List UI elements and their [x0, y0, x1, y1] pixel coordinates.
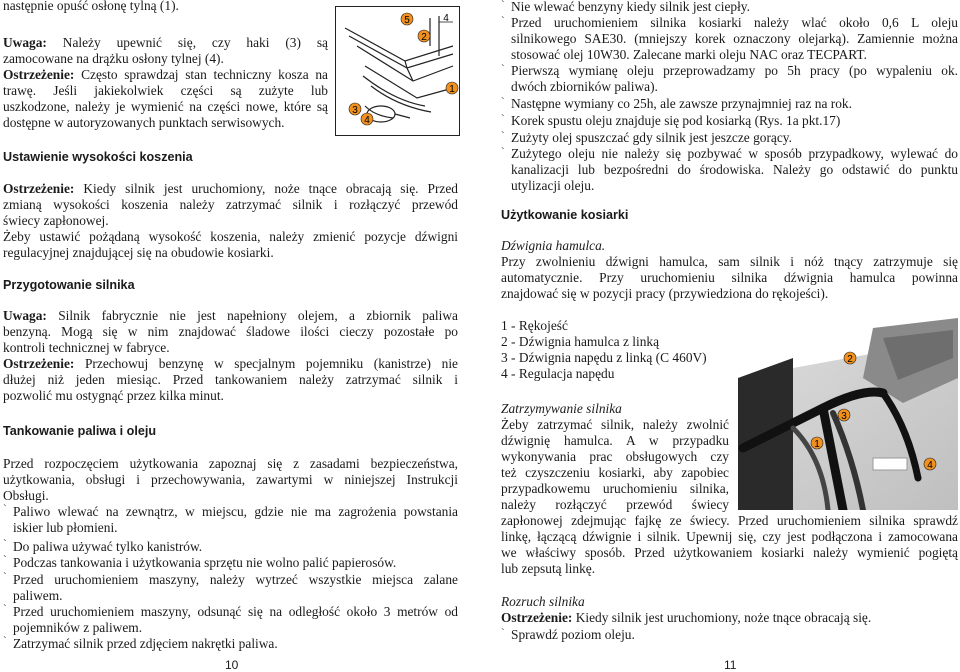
lever-title: Dźwignia hamulca. [501, 238, 606, 253]
warning-hooks: Uwaga: Należy upewnić się, czy haki (3) są [3, 35, 328, 50]
oil-line-11: kanalizacji lub bezpośredni do środowiska. Należy go odstawić do punktu [511, 162, 958, 177]
oil-line-12: utylizacji oleju. [511, 178, 595, 193]
lever-line-2: automatycznie. Przy uruchomieniu silnika dźwignia hamulca powinna [501, 270, 958, 285]
warning-basket-4: dostępne w autoryzowanych punktach serwisowych. [3, 115, 285, 130]
height-line-3: świecy zapłonowej. [3, 213, 109, 228]
prep-line-3: kontroli technicznej w fabryce. [3, 340, 170, 355]
part-4: 4 - Regulacja napędu [501, 366, 615, 381]
fig-label-3: 3 [352, 105, 358, 116]
oil-line-1: Nie wlewać benzyny kiedy silnik jest ciepły. [511, 0, 750, 14]
stop-line-8: linkę, łączącą dźwignie i silnik. Upewnij się, czy jest podłączona i zamocowana [501, 529, 958, 544]
photo-label-2: 2 [847, 354, 853, 365]
bullet-mark: ` [501, 130, 505, 142]
prep-line-2: benzyną. Mogą się w nim znajdować śladowe ilości cieczy pozostałe po [3, 324, 458, 339]
bullet-mark: ` [501, 146, 505, 158]
part-2: 2 - Dźwignia hamulca z linką [501, 334, 660, 349]
top-line: następnie opuść osłonę tylną (1). [3, 0, 179, 13]
photo-label-4: 4 [927, 460, 933, 471]
handle-photo [733, 318, 958, 510]
oil-line-6: dwóch zbiorników paliwa). [511, 79, 658, 94]
warning-hooks-2: zamocowane na drążku osłony tylnej (4). [3, 51, 224, 66]
stop-line-3: wykonywania prac obsługowych czy [501, 449, 729, 464]
height-line-5: regulacyjnej znajdującej się na obudowie kosiarki. [3, 245, 274, 260]
warning-basket-2: trawę. Jeśli jakiekolwiek części są zużyte lub [3, 83, 328, 98]
heading-height: Ustawienie wysokości koszenia [3, 150, 193, 164]
start-line-2: Sprawdź poziom oleju. [511, 627, 635, 642]
page-number-left: 10 [225, 658, 239, 672]
height-line-4: Żeby ustawić pożądaną wysokość koszenia, należy zmienić pozycje dźwigni [3, 229, 458, 244]
bullet-mark: ` [501, 63, 505, 75]
bullet-mark: ` [3, 538, 7, 550]
oil-line-7: Następne wymiany co 25h, ale zawsze przynajmniej raz na rok. [511, 96, 852, 111]
bullet-mark: ` [501, 15, 505, 27]
fuel-line-2: użytkowania, obsługi i przechowywania, zawartymi w niniejszej Instrukcji [3, 472, 458, 487]
bullet-mark: ` [3, 571, 7, 583]
fuel-bullet-3: Podczas tankowania i użytkowania sprzętu nie wolno palić papierosów. [13, 555, 397, 570]
prep-line-4: Ostrzeżenie: Przechowuj benzynę w specjalnym pojemniku (kanistrze) nie [3, 356, 458, 371]
fuel-bullet-2: Do paliwa używać tylko kanistrów. [13, 539, 203, 554]
stop-line-10: lub zepsutą linkę. [501, 561, 596, 576]
stop-line-7: zapłonowej zdejmując fajkę ze świecy. Przed uruchomieniem silnika sprawdź [501, 513, 958, 528]
stop-line-6: należy rozłączyć przewód świecy [501, 497, 729, 512]
bullet-mark: ` [3, 635, 7, 647]
warning-basket-3: uszkodzone, należy je wymienić na części nowe, które są [3, 99, 328, 114]
fig-label-4-top: 4 [443, 13, 449, 24]
oil-line-3: silnikowego SAE30. (mniejszy korek oznaczony olejarką). Zamiennie można [511, 31, 958, 46]
oil-line-9: Zużyty olej spuszczać gdy silnik jest jeszcze gorący. [511, 130, 792, 145]
bullet-mark: ` [501, 0, 505, 11]
start-line-1: Ostrzeżenie: Kiedy silnik jest uruchomiony, noże tnące obracają się. [501, 610, 872, 625]
oil-line-2: Przed uruchomieniem silnika kosiarki należy wlać około 0,6 L oleju [511, 15, 958, 30]
bullet-mark: ` [3, 603, 7, 615]
lever-line-1: Przy zwolnieniu dźwigni hamulca, sam silnik i nóż tnący zatrzymuje się [501, 254, 958, 269]
fig-label-2: 2 [421, 32, 427, 43]
fuel-line-1: Przed rozpoczęciem użytkowania zapoznaj się z zasadami bezpieczeństwa, [3, 456, 458, 471]
heading-use: Użytkowanie kosiarki [501, 208, 629, 222]
oil-line-5: Pierwszą wymianę oleju przeprowadzamy po 5h pracy (po wypaleniu ok. [511, 63, 958, 78]
fuel-bullet-1b: iskier lub płomieni. [13, 520, 118, 535]
fuel-bullet-1: Paliwo wlewać na zewnątrz, w miejscu, gdzie nie ma zagrożenia powstania [13, 504, 458, 519]
stop-line-4: też czyszczeniu kosiarki, aby zapobiec [501, 465, 729, 480]
stop-line-9: we właściwy sposób. Przed użytkowaniem kosiarki należy wymienić pogiętą [501, 545, 958, 560]
fuel-bullet-5b: pojemników z paliwem. [13, 620, 143, 635]
bullet-mark: ` [3, 503, 7, 515]
oil-line-4: stosować olej 10W30. Zalecane marki oleju NAC oraz TECPART. [511, 47, 867, 62]
prep-line-6: pozwolić mu ostygnąć przez kilka minut. [3, 388, 224, 403]
stop-line-5: przypadkowemu uruchomieniu silnika, [501, 481, 729, 496]
bullet-mark: ` [3, 554, 7, 566]
fuel-bullet-6: Zatrzymać silnik przed zdjęciem nakrętki paliwa. [13, 636, 278, 651]
fuel-bullet-4: Przed uruchomieniem maszyny, należy wytrzeć wszystkie miejsca zalane [13, 572, 458, 587]
part-3: 3 - Dźwignia napędu z linką (C 460V) [501, 350, 707, 365]
fuel-line-3: Obsługi. [3, 488, 49, 503]
stop-line-1: Żeby zatrzymać silnik, należy zwolnić [501, 417, 729, 432]
start-title: Rozruch silnika [501, 594, 585, 609]
heading-prep: Przygotowanie silnika [3, 278, 135, 292]
stop-line-2: dźwignię hamulca. A w przypadku [501, 433, 729, 448]
stop-title: Zatrzymywanie silnika [501, 401, 622, 416]
oil-line-10: Zużytego oleju nie należy się pozbywać w sposób przypadkowy, wylewać do [511, 146, 958, 161]
bullet-mark: ` [501, 113, 505, 125]
oil-line-8: Korek spustu oleju znajduje się pod kosiarką (Rys. 1a pkt.17) [511, 113, 841, 128]
bullet-mark: ` [501, 627, 505, 639]
prep-line-1: Uwaga: Silnik fabrycznie nie jest napełniony olejem, a zbiornik paliwa [3, 308, 458, 323]
height-line-1: Ostrzeżenie: Kiedy silnik jest uruchomiony, noże tnące obracają się. Przed [3, 181, 458, 196]
part-1: 1 - Rękojeść [501, 318, 568, 333]
photo-label-1: 1 [814, 439, 820, 450]
warning-basket: Ostrzeżenie: Często sprawdzaj stan techniczny kosza na [3, 67, 328, 82]
fig-label-4: 4 [364, 115, 370, 126]
page-number-right: 11 [724, 658, 737, 672]
prep-line-5: dłużej niż jeden miesiąc. Przed tankowaniem należy zatrzymać silnik i [3, 372, 458, 387]
height-line-2: zmianą wysokości koszenia należy zatrzymać silnik i rozłączyć przewód [3, 197, 458, 212]
fuel-bullet-5: Przed uruchomieniem maszyny, odsunąć się na odległość około 3 metrów od [13, 604, 458, 619]
photo-label-3: 3 [841, 411, 847, 422]
fig-label-5: 5 [404, 15, 410, 26]
fig-label-1: 1 [449, 84, 455, 95]
basket-figure [335, 6, 460, 136]
bullet-mark: ` [501, 96, 505, 108]
heading-fuel: Tankowanie paliwa i oleju [3, 424, 157, 438]
fuel-bullet-4b: paliwem. [13, 588, 63, 603]
lever-line-3: znajdować się w pozycji pracy (przywiedziona do rękojeści). [501, 286, 829, 301]
